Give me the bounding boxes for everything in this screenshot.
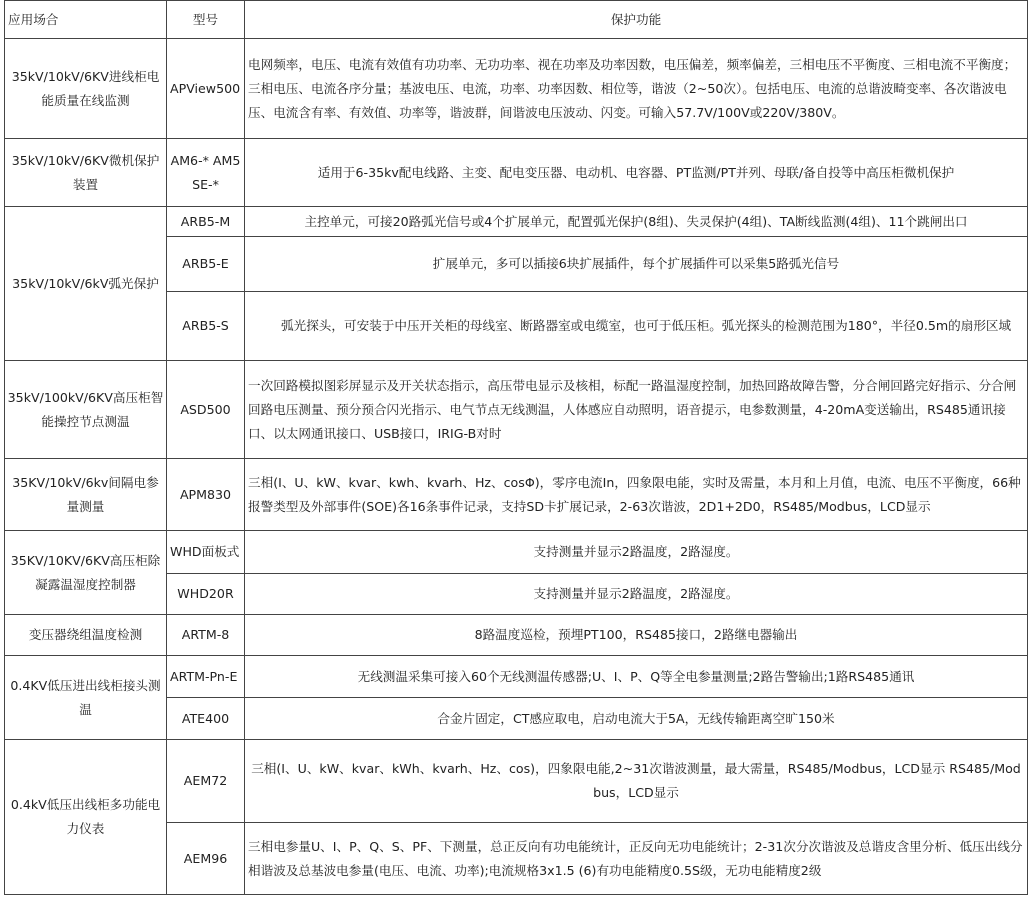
table-row xyxy=(5,139,1028,207)
scope-cell: 35KV/10kV/6kv间隔电参量测量 xyxy=(5,459,167,531)
header-function: 保护功能 xyxy=(245,1,1028,39)
function-cell: 一次回路模拟图彩屏显示及开关状态指示，高压带电显示及核相，标配一路温湿度控制，加热回路故障告警，分合闸回路完好指示、分合闸回路电压测量、预分预合闪光指示、电气节点无线测温，人体感应自动照明，语音提示，电参数测量，4-20mA变送输出，RS485通讯接口、以太网通讯接口、USB接口，IRIG-B对时 xyxy=(245,361,1028,459)
scope-cell: 35KV/10KV/6KV高压柜除凝露温湿度控制器 xyxy=(5,531,167,615)
table-row xyxy=(5,207,1028,237)
function-cell: 适用于6-35kv配电线路、主变、配电变压器、电动机、电容器、PT监测/PT并列、母联/备自投等中高压柜微机保护 xyxy=(245,139,1028,207)
scope-cell: 35kV/10kV/6KV进线柜电能质量在线监测 xyxy=(5,39,167,139)
table-row xyxy=(5,39,1028,139)
scope-cell: 35kV/10kV/6kV弧光保护 xyxy=(5,207,167,361)
model-cell: ARTM-8 xyxy=(167,615,245,656)
table-row xyxy=(5,615,1028,656)
model-cell: ATE400 xyxy=(167,698,245,740)
function-cell: 扩展单元，多可以插接6块扩展插件，每个扩展插件可以采集5路弧光信号 xyxy=(245,237,1028,292)
model-cell: ARB5-E xyxy=(167,237,245,292)
function-cell: 支持测量并显示2路温度，2路湿度。 xyxy=(245,574,1028,615)
scope-cell: 0.4kV低压出线柜多功能电力仪表 xyxy=(5,740,167,895)
function-cell: 无线测温采集可接入60个无线测温传感器;U、I、P、Q等全电参量测量;2路告警输出;1路RS485通讯 xyxy=(245,656,1028,698)
product-table xyxy=(4,0,1028,895)
function-cell: 三相(I、U、kW、kvar、kWh、kvarh、Hz、cos)，四象限电能,2~31次谐波测量，最大需量，RS485/Modbus，LCD显示 RS485/Modbus，LCD显示 xyxy=(245,740,1028,823)
function-cell: 三相电参量U、I、P、Q、S、PF、下测量，总正反向有功电能统计，正反向无功电能统计；2-31次分次谐波及总谐皮含里分析、低压出线分相谐波及总基波电参量(电压、电流、功率);电流规格3x1.5 (6)有功电能精度0.5S级，无功电能精度2级 xyxy=(245,823,1028,895)
model-cell: ARTM-Pn-E xyxy=(167,656,245,698)
header-row xyxy=(5,1,1028,39)
function-cell: 电网频率，电压、电流有效值有功功率、无功功率、视在功率及功率因数，电压偏差，频率偏差，三相电压不平衡度、三相电流不平衡度；三相电压、电流各序分量；基波电压、电流，功率、功率因数、相位等，谐波（2~50次）。包括电压、电流的总谐波畸变率、各次谐波电压、电流含有率、有效值、功率等，谐波群，间谐波电压波动、闪变。可输入57.7V/100V或220V/380V。 xyxy=(245,39,1028,139)
model-cell: AEM96 xyxy=(167,823,245,895)
header-model: 型号 xyxy=(167,1,245,39)
scope-cell: 0.4KV低压进出线柜接头测温 xyxy=(5,656,167,740)
scope-cell: 变压器绕组温度检测 xyxy=(5,615,167,656)
model-cell: AM6-* AM5SE-* xyxy=(167,139,245,207)
table-row xyxy=(5,531,1028,574)
table-row xyxy=(5,459,1028,531)
function-cell: 主控单元，可接20路弧光信号或4个扩展单元，配置弧光保护(8组)、失灵保护(4组)、TA断线监测(4组)、11个跳闸出口 xyxy=(245,207,1028,237)
model-cell: WHD20R xyxy=(167,574,245,615)
table-row xyxy=(5,656,1028,698)
function-cell: 支持测量并显示2路温度，2路湿度。 xyxy=(245,531,1028,574)
scope-cell: 35kV/10kV/6KV微机保护装置 xyxy=(5,139,167,207)
table-row xyxy=(5,740,1028,823)
model-cell: APM830 xyxy=(167,459,245,531)
model-cell: ARB5-M xyxy=(167,207,245,237)
function-cell: 8路温度巡检，预埋PT100，RS485接口，2路继电器输出 xyxy=(245,615,1028,656)
function-cell: 合金片固定，CT感应取电，启动电流大于5A，无线传输距离空旷150米 xyxy=(245,698,1028,740)
model-cell: ASD500 xyxy=(167,361,245,459)
model-cell: ARB5-S xyxy=(167,292,245,361)
model-cell: APView500 xyxy=(167,39,245,139)
table-row xyxy=(5,361,1028,459)
function-cell: 弧光探头，可安装于中压开关柜的母线室、断路器室或电缆室，也可于低压柜。弧光探头的检测范围为180°，半径0.5m的扇形区域 xyxy=(245,292,1028,361)
scope-cell: 35kV/100kV/6KV高压柜智能操控节点测温 xyxy=(5,361,167,459)
function-cell: 三相(I、U、kW、kvar、kwh、kvarh、Hz、cosΦ)，零序电流In，四象限电能，实时及需量，本月和上月值，电流、电压不平衡度，66种报警类型及外部事件(SOE)各16条事件记录，支持SD卡扩展记录，2-63次谐波，2D1+2D0，RS485/Modbus，LCD显示 xyxy=(245,459,1028,531)
header-scope: 应用场合 xyxy=(5,1,167,39)
model-cell: WHD面板式 xyxy=(167,531,245,574)
model-cell: AEM72 xyxy=(167,740,245,823)
